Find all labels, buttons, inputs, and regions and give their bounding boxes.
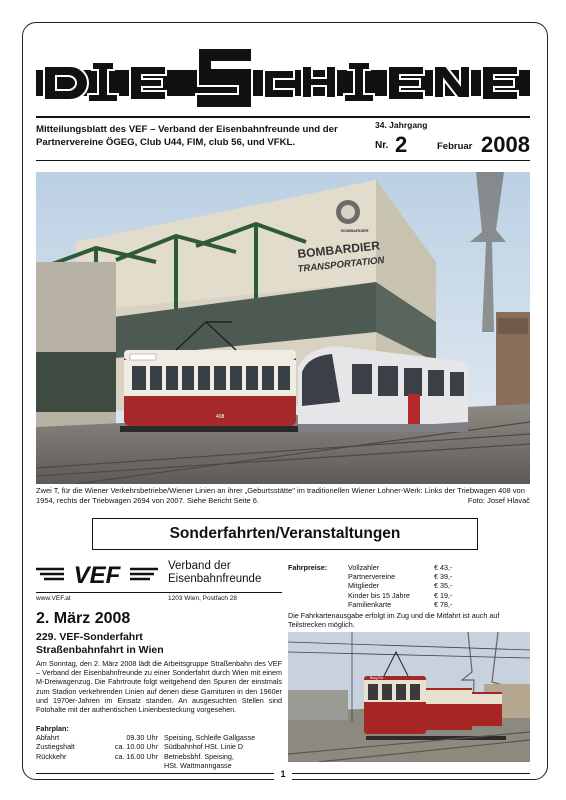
- page-number: 1: [280, 769, 286, 779]
- event-title-line1: 229. VEF-Sonderfahrt: [36, 631, 143, 643]
- price-label: Mitglieder: [348, 581, 380, 591]
- fahrplan-time: ca. 10.00 Uhr: [114, 742, 158, 752]
- fahrplan-label: Rückkehr: [36, 751, 67, 761]
- tram-destination: Burg Rd: [370, 676, 383, 680]
- price-label: Vollzahler: [348, 563, 380, 572]
- price-row: [288, 591, 530, 600]
- building-sign-2: TRANSPORTATION: [297, 254, 385, 275]
- fahrplan-place: Südbahnhof HSt. Linie D: [164, 742, 244, 752]
- event-date: 2. März 2008: [36, 610, 131, 627]
- building-sign-1: BOMBARDIER: [296, 238, 381, 261]
- vef-divider: [36, 592, 282, 593]
- issue-number: 2: [395, 132, 408, 157]
- vef-org-line2: Eisenbahnfreunde: [168, 573, 262, 585]
- masthead-logo: [36, 40, 530, 110]
- fahrplan-label: Zustiegshalt: [36, 742, 75, 752]
- prices-heading: Fahrpreise:: [288, 563, 328, 572]
- fahrplan-row: [36, 733, 286, 742]
- section-title: Sonderfahrten/Veranstaltungen: [92, 518, 478, 550]
- prices: [288, 563, 530, 629]
- fahrplan-extra: HSt. Wattmanngasse: [164, 760, 232, 770]
- price-value: € 43,-: [434, 563, 453, 572]
- issue-label: Nr.: [375, 140, 389, 151]
- price-value: € 78,-: [434, 599, 453, 609]
- publisher-line: Mitteilungsblatt des VEF – Verband der Eisenbahnfreunde und der Partnervereine ÖGEG, Club U44, FIM, club 56, und VFKL.: [36, 124, 338, 148]
- price-label: Familienkarte: [348, 599, 392, 609]
- issue-month: Februar: [437, 141, 473, 152]
- fahrplan-time: 09.30 Uhr: [126, 733, 158, 743]
- price-label: Partnervereine: [348, 572, 396, 582]
- photo-caption: [36, 486, 530, 506]
- masthead-rule: [36, 116, 530, 118]
- caption-text: Zwei T, für die Wiener Verkehrsbetriebe/Wiener Linien an ihrer „Geburtsstätte" im traditionellen Wiener Lohner-Werk: Links der Triebwagen 408 von 1954, rechts der Triebwagen 2694 von 2007. Siehe Bericht Seite 6.: [36, 486, 525, 505]
- fahrplan-title: Fahrplan:: [36, 724, 69, 733]
- issue-year: 2008: [481, 132, 530, 157]
- price-label: Kinder bis 15 Jahre: [348, 590, 410, 600]
- price-value: € 39,-: [434, 572, 453, 582]
- fahrplan-place: Betriebsbhf. Speising,: [164, 751, 234, 761]
- fahrplan-row: [36, 742, 286, 751]
- price-row: [288, 581, 530, 590]
- bombardier-logo-text: BOMBARDIER: [341, 228, 369, 233]
- header-rule: [36, 160, 530, 161]
- vef-org-line1: Verband der: [168, 560, 231, 572]
- event-title-line2: Straßenbahnfahrt in Wien: [36, 644, 164, 656]
- tram-photo-small: [288, 632, 530, 762]
- main-photo: [36, 172, 530, 484]
- masthead: [36, 40, 530, 110]
- vef-logo-text: VEF: [73, 562, 121, 588]
- photo-credit: Foto: Josef Hlavač: [467, 496, 530, 505]
- price-value: € 35,-: [434, 581, 453, 591]
- fahrplan-time: ca. 16.00 Uhr: [114, 751, 158, 761]
- vef-website: www.VEF.at: [36, 595, 71, 602]
- fahrplan-row: [36, 752, 286, 761]
- price-value: € 19,-: [434, 590, 453, 600]
- prices-note: Die Fahrkartenausgabe erfolgt im Zug und die Mitfahrt ist auch auf Teilstrecken möglich.: [288, 610, 500, 630]
- vef-org-name: [168, 560, 261, 586]
- fahrplan-place: Speising, Schleife Gallgasse: [164, 733, 256, 743]
- volume: 34. Jahrgang: [375, 120, 428, 130]
- issue-info: [375, 120, 530, 157]
- price-row: [288, 600, 530, 609]
- vef-logo: [36, 560, 158, 588]
- fahrplan: [36, 724, 286, 770]
- event-title: [36, 631, 164, 657]
- price-row: [288, 572, 530, 581]
- vef-address: 1203 Wien, Postfach 28: [168, 595, 238, 602]
- tram-number: 408: [216, 414, 225, 420]
- price-row: [288, 563, 530, 572]
- fahrplan-label: Abfahrt: [36, 733, 60, 743]
- event-body: Am Sonntag, den 2. März 2008 lädt die Arbeitsgruppe Straßenbahn des VEF – Verband der Eisenbahnfreunde zu einer Sonderfahrt durch Wien mit einem M-Dreiwagenzug. Die Fahrtroute folgt weitgehend den Spuren der einstmals zum Stadion verkehrenden Linien auf denen diese Garnituren in den 1960er und 1970er-Jahren im Einsatz standen. An ausgesuchten Stellen sind Fotohalte mit der authentischen Linienbesteckung vorgesehen.: [36, 659, 282, 715]
